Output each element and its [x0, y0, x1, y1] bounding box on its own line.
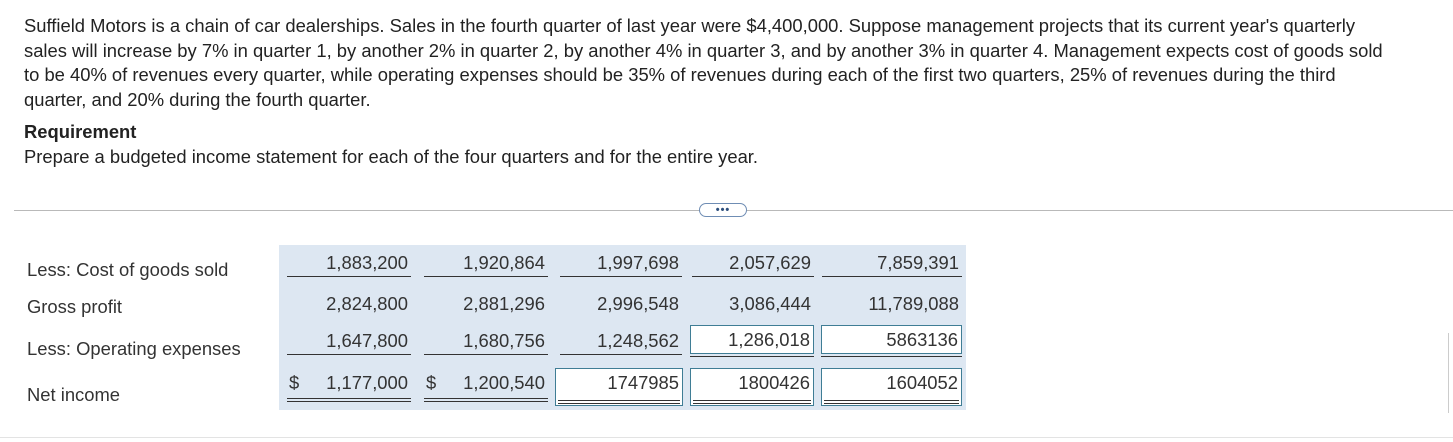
net-income-q1-cell: $ 1,177,000 — [287, 368, 411, 397]
cogs-q1-cell: 1,883,200 — [287, 248, 411, 277]
problem-line: quarter, and 20% during the fourth quarter. — [24, 88, 371, 110]
cogs-q3-cell: 1,997,698 — [560, 248, 682, 277]
opex-q4-underline — [690, 356, 814, 357]
requirement-heading: Requirement — [24, 121, 137, 142]
gross-profit-year-cell: 11,789,088 — [868, 293, 959, 314]
scroll-edge — [1448, 333, 1449, 413]
double-underline — [287, 398, 411, 402]
opex-year-underline — [821, 356, 962, 357]
cogs-year-cell: 7,859,391 — [822, 248, 962, 277]
requirement-text: Prepare a budgeted income statement for each of the four quarters and for the entire year. — [24, 146, 759, 167]
opex-q4-input[interactable]: 1,286,018 — [690, 325, 814, 354]
opex-q1-cell: 1,647,800 — [287, 326, 411, 355]
row-label-gross-profit: Gross profit — [27, 296, 123, 317]
gross-profit-q4-cell: 3,086,444 — [729, 293, 811, 314]
currency-symbol: $ — [426, 372, 437, 393]
gross-profit-q1-cell: 2,824,800 — [326, 293, 408, 314]
problem-line: Suffield Motors is a chain of car dealerships. Sales in the fourth quarter of last year were $4,400,000. Suppose management projects that its current year's quarterly — [24, 15, 1356, 36]
opex-q3-cell: 1,248,562 — [560, 326, 682, 355]
cogs-q4-cell: 2,057,629 — [692, 248, 814, 277]
cogs-q2-cell: 1,920,864 — [424, 248, 548, 277]
currency-symbol: $ — [289, 372, 300, 393]
problem-statement — [24, 14, 1449, 112]
double-underline — [424, 398, 548, 402]
opex-year-input[interactable]: 5863136 — [821, 325, 962, 354]
problem-line: to be 40% of revenues every quarter, while operating expenses should be 35% of revenues during each of the first two quarters, 25% of revenues during the third — [24, 64, 1336, 85]
row-label-net-income: Net income — [27, 384, 121, 405]
opex-q2-cell: 1,680,756 — [424, 326, 548, 355]
gross-profit-q2-cell: 2,881,296 — [463, 293, 545, 314]
net-income-q3-input[interactable]: 1747985 — [555, 368, 683, 406]
row-label-operating-expenses: Less: Operating expenses — [27, 338, 241, 359]
net-income-q2-cell: $ 1,200,540 — [424, 368, 548, 397]
problem-line: sales will increase by 7% in quarter 1, by another 2% in quarter 2, by another 4% in quarter 3, and by another 3% in quarter 4. Management expects cost of goods sold — [24, 39, 1383, 61]
net-income-q4-input[interactable]: 1800426 — [690, 368, 814, 406]
net-income-year-input[interactable]: 1604052 — [821, 368, 962, 406]
expand-more-button[interactable]: ••• — [699, 203, 747, 217]
gross-profit-q3-cell: 2,996,548 — [597, 293, 679, 314]
row-label-cost-of-goods-sold: Less: Cost of goods sold — [27, 259, 229, 280]
bottom-divider — [0, 437, 1453, 438]
